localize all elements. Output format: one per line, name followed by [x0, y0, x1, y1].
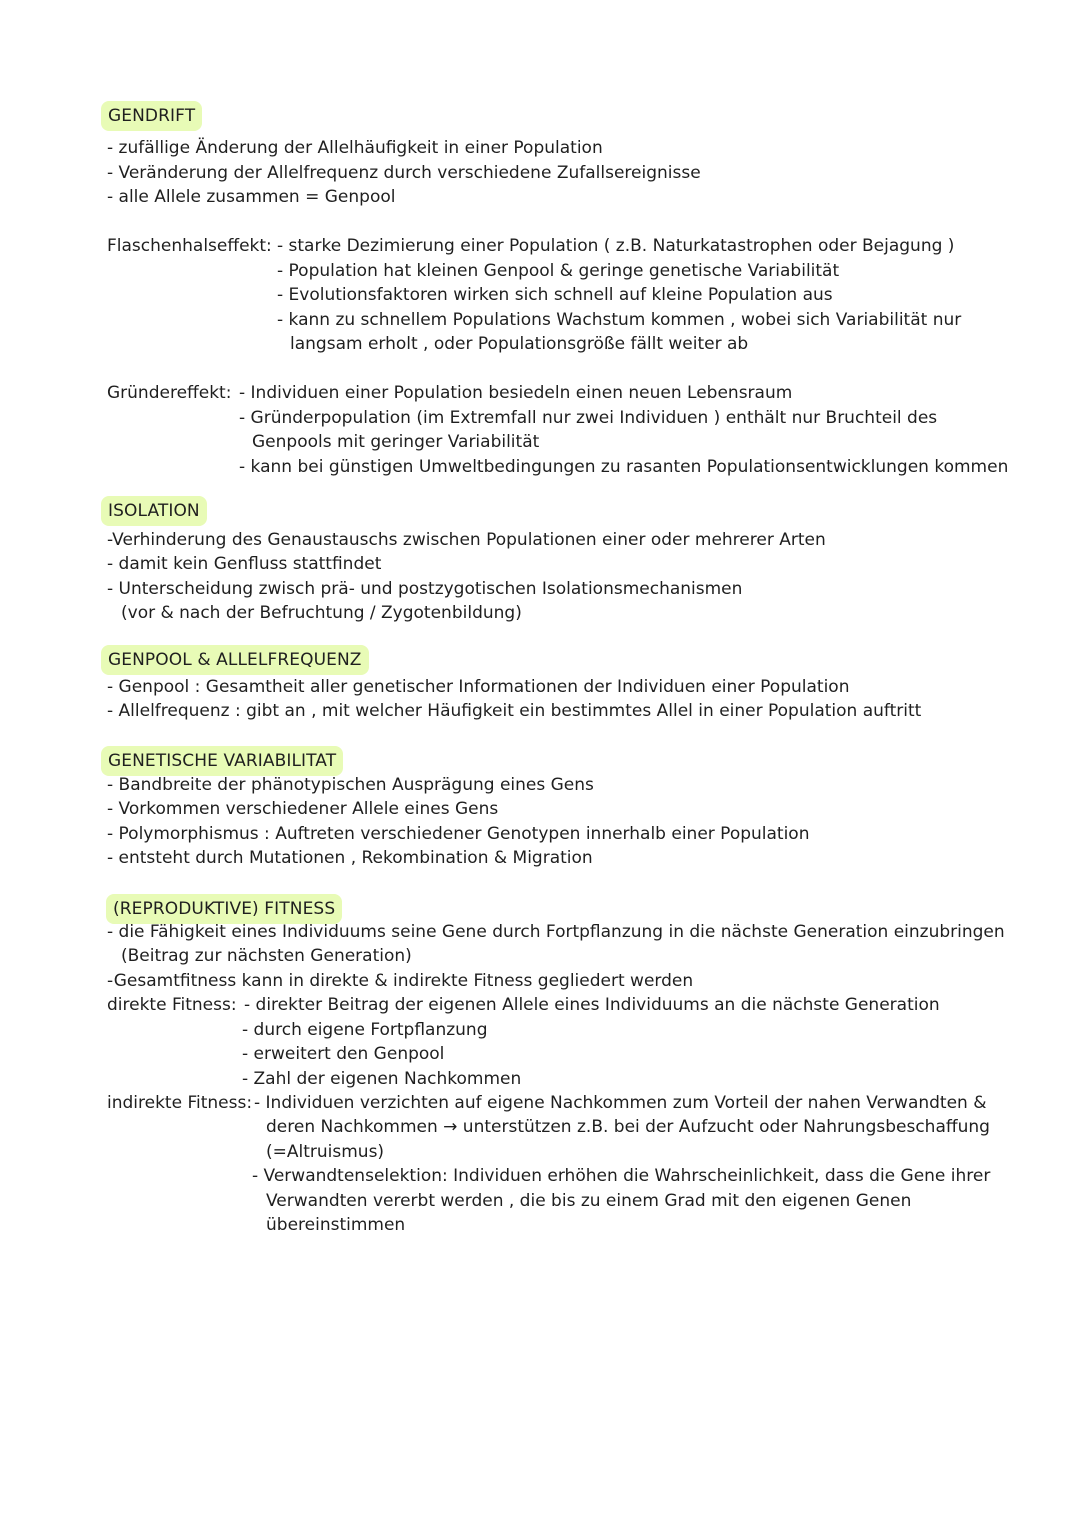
- indirekt-line-5: Verwandten vererbt werden , die bis zu einem Grad mit den eigenen Genen: [266, 1191, 912, 1211]
- flaschenhals-line-3: - Evolutionsfaktoren wirken sich schnell auf kleine Population aus: [277, 285, 833, 305]
- gendrift-bullet-1: - zufällige Änderung der Allelhäufigkeit in einer Population: [107, 138, 603, 158]
- indirekt-line-2: deren Nachkommen → unterstützen z.B. bei der Aufzucht oder Nahrungsbeschaffung: [266, 1117, 990, 1137]
- fitness-line-1: - die Fähigkeit eines Individuums seine Gene durch Fortpflanzung in die nächste Generation einzubringen: [107, 922, 1005, 942]
- variabilitaet-line-4: - entsteht durch Mutationen , Rekombination & Migration: [107, 848, 593, 868]
- direkt-line-1: - direkter Beitrag der eigenen Allele eines Individuums an die nächste Generation: [244, 995, 940, 1015]
- isolation-line-3: - Unterscheidung zwisch prä- und postzygotischen Isolationsmechanismen: [107, 579, 743, 599]
- isolation-line-1: -Verhinderung des Genaustauschs zwischen Populationen einer oder mehrerer Arten: [107, 530, 826, 550]
- variabilitaet-line-3: - Polymorphismus : Auftreten verschiedener Genotypen innerhalb einer Population: [107, 824, 810, 844]
- direkt-line-3: - erweitert den Genpool: [242, 1044, 445, 1064]
- genpool-line-2: - Allelfrequenz : gibt an , mit welcher Häufigkeit ein bestimmtes Allel in einer Population auftritt: [107, 701, 922, 721]
- heading-isolation: ISOLATION: [101, 496, 207, 526]
- gruender-line-1: - Individuen einer Population besiedeln einen neuen Lebensraum: [239, 383, 793, 403]
- genpool-line-1: - Genpool : Gesamtheit aller genetischer Informationen der Individuen einer Population: [107, 677, 850, 697]
- fitness-line-3: -Gesamtfitness kann in direkte & indirekte Fitness gegliedert werden: [107, 971, 694, 991]
- gendrift-bullet-3: - alle Allele zusammen = Genpool: [107, 187, 396, 207]
- gruender-line-3: Genpools mit geringer Variabilität: [252, 432, 540, 452]
- variabilitaet-line-1: - Bandbreite der phänotypischen Ausprägung eines Gens: [107, 775, 594, 795]
- gruender-line-4: - kann bei günstigen Umweltbedingungen zu rasanten Populationsentwicklungen kommen: [239, 457, 1009, 477]
- direkt-line-2: - durch eigene Fortpflanzung: [242, 1020, 488, 1040]
- heading-fitness: (REPRODUKTIVE) FITNESS: [106, 894, 342, 924]
- indirekt-line-3: (=Altruismus): [266, 1142, 385, 1162]
- heading-genpool: GENPOOL & ALLELFREQUENZ: [101, 645, 369, 675]
- flaschenhals-line-5: langsam erholt , oder Populationsgröße fällt weiter ab: [290, 334, 749, 354]
- indirekt-line-4: - Verwandtenselektion: Individuen erhöhen die Wahrscheinlichkeit, dass die Gene ihrer: [252, 1166, 991, 1186]
- flaschenhals-label: Flaschenhalseffekt:: [107, 236, 272, 256]
- variabilitaet-line-2: - Vorkommen verschiedener Allele eines Gens: [107, 799, 499, 819]
- isolation-line-4: (vor & nach der Befruchtung / Zygotenbildung): [121, 603, 522, 623]
- gruender-label: Gründereffekt:: [107, 383, 232, 403]
- flaschenhals-line-1: - starke Dezimierung einer Population ( z.B. Naturkatastrophen oder Bejagung ): [277, 236, 955, 256]
- direkt-line-4: - Zahl der eigenen Nachkommen: [242, 1069, 522, 1089]
- indirekt-line-6: übereinstimmen: [266, 1215, 406, 1235]
- flaschenhals-line-2: - Population hat kleinen Genpool & geringe genetische Variabilität: [277, 261, 840, 281]
- gendrift-bullet-2: - Veränderung der Allelfrequenz durch verschiedene Zufallsereignisse: [107, 163, 701, 183]
- heading-gendrift: GENDRIFT: [101, 101, 202, 131]
- indirekt-label: indirekte Fitness:: [107, 1093, 253, 1113]
- indirekt-line-1: - Individuen verzichten auf eigene Nachkommen zum Vorteil der nahen Verwandten &: [254, 1093, 987, 1113]
- flaschenhals-line-4: - kann zu schnellem Populations Wachstum kommen , wobei sich Variabilität nur: [277, 310, 962, 330]
- heading-variabilitaet: GENETISCHE VARIABILITAT: [101, 746, 343, 776]
- isolation-line-2: - damit kein Genfluss stattfindet: [107, 554, 382, 574]
- direkt-label: direkte Fitness:: [107, 995, 237, 1015]
- gruender-line-2: - Gründerpopulation (im Extremfall nur zwei Individuen ) enthält nur Bruchteil des: [239, 408, 938, 428]
- fitness-line-2: (Beitrag zur nächsten Generation): [121, 946, 412, 966]
